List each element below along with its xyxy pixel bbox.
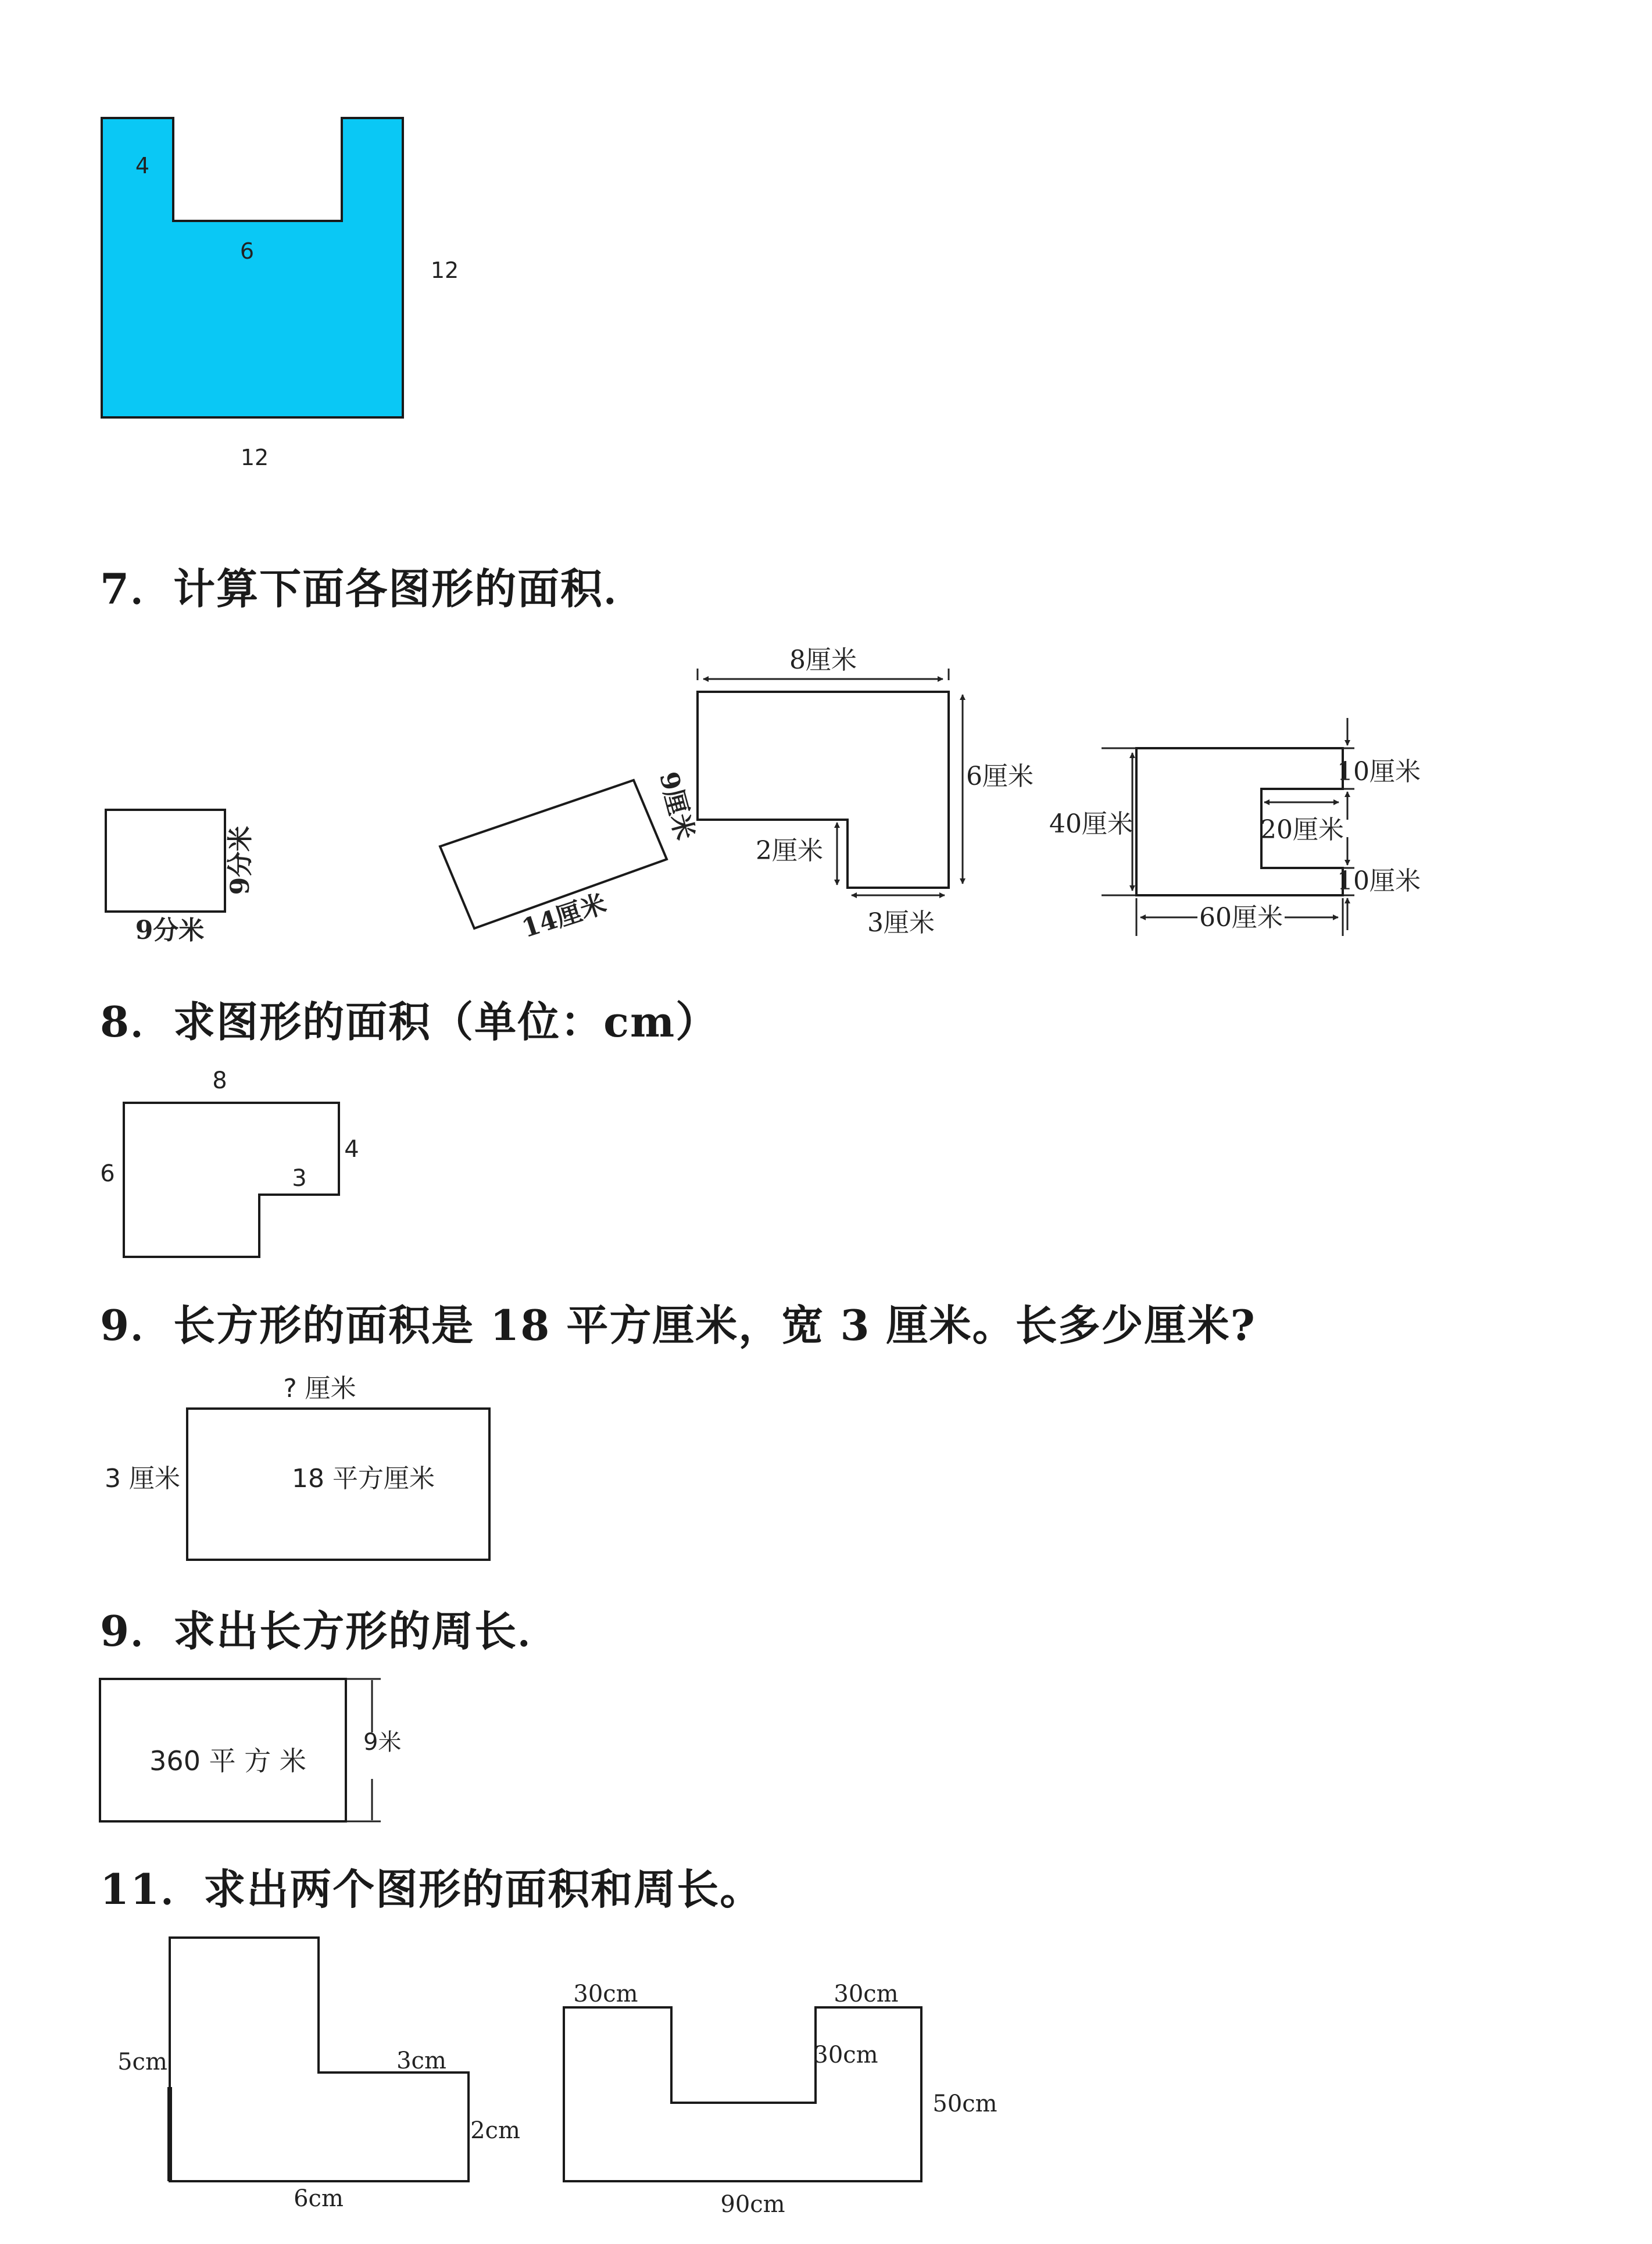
- top-figure: [102, 118, 459, 470]
- q7-square-bottom-label: 9分米: [135, 916, 205, 945]
- q7-notched-bottom-right-label: 10厘米: [1337, 866, 1421, 896]
- q11-fig1-right-label: 2cm: [470, 2117, 520, 2144]
- q7-square: [106, 810, 255, 945]
- q7-l-bottom-label: 3厘米: [867, 908, 935, 938]
- q9a-center-label: 18 平方厘米: [292, 1464, 435, 1493]
- q11-figure-1: [117, 1938, 520, 2212]
- q9b-figure: [100, 1679, 401, 1821]
- q11-fig2-inner-label: 30cm: [813, 2042, 878, 2068]
- q7-notched-left-label: 40厘米: [1049, 809, 1133, 839]
- q7-square-side-label: 9分米: [226, 826, 255, 895]
- q9b-right-label: 9米: [363, 1729, 402, 1756]
- q7-parallelogram-bottom-label: 14厘米: [518, 888, 610, 944]
- q7-heading: 7．计算下面各图形的面积．: [100, 564, 647, 613]
- q11-fig2-bottom-label: 90cm: [720, 2191, 785, 2218]
- label-4: 4: [135, 153, 150, 178]
- q11-fig2-top-left-label: 30cm: [573, 1981, 638, 2007]
- q8-top-label: 8: [212, 1067, 227, 1094]
- q11-fig1-bottom-label: 6cm: [294, 2185, 344, 2212]
- q8-figure: [100, 1067, 359, 1257]
- q9a-left-label: 3 厘米: [105, 1464, 180, 1493]
- label-6: 6: [239, 238, 255, 264]
- q9a-top-label: ? 厘米: [283, 1374, 356, 1403]
- label-12-right: 12: [430, 258, 459, 283]
- q8-heading: 8．求图形的面积（单位：cm）: [100, 997, 719, 1046]
- q7-l-top-label: 8厘米: [789, 645, 857, 675]
- q7-parallelogram-side-label: 9厘米: [653, 769, 700, 844]
- q7-l-right-label: 6厘米: [966, 762, 1034, 791]
- q7-l-shape: [698, 645, 1034, 938]
- q7-parallelogram: [440, 769, 700, 944]
- q11-figure-2: [564, 1981, 997, 2218]
- q7-l-inner-label: 2厘米: [756, 836, 823, 866]
- q9b-center-label: 360 平 方 米: [149, 1745, 306, 1777]
- q9a-figure: [105, 1374, 489, 1560]
- q11-fig1-right-top-label: 3cm: [396, 2048, 446, 2074]
- q8-right-label: 4: [344, 1136, 359, 1163]
- q7-notched-top-right-label: 10厘米: [1337, 757, 1421, 787]
- q7-notched-bottom-label: 60厘米: [1199, 903, 1283, 932]
- q9b-heading: 9．求出长方形的周长．: [100, 1606, 561, 1656]
- q11-fig2-top-right-label: 30cm: [834, 1981, 899, 2007]
- q8-inner-label: 3: [292, 1165, 307, 1192]
- q11-fig1-left-label: 5cm: [117, 2049, 167, 2075]
- q11-heading: 11．求出两个图形的面积和周长。: [100, 1864, 763, 1914]
- label-12-bottom: 12: [240, 445, 269, 470]
- q7-notched-rect: [1049, 718, 1421, 936]
- q9a-heading: 9．长方形的面积是 18 平方厘米，宽 3 厘米。长多少厘米?: [100, 1300, 1256, 1350]
- q7-notched-middle-label: 20厘米: [1260, 815, 1344, 845]
- q8-left-label: 6: [100, 1160, 115, 1187]
- q11-fig2-right-label: 50cm: [932, 2091, 997, 2117]
